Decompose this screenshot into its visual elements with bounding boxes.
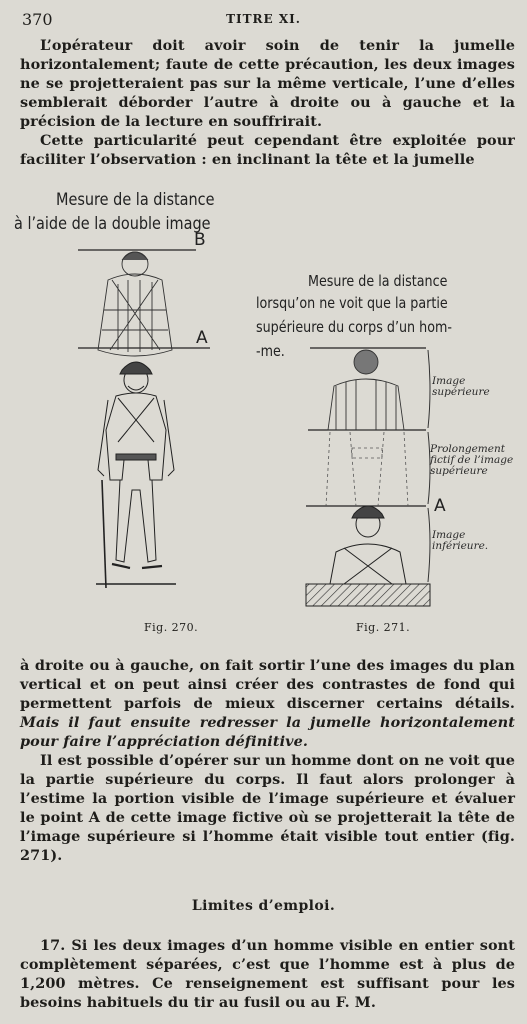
section-title: Limites d’emploi. bbox=[191, 898, 336, 914]
fig271-caption-line2: lorsqu’on ne voit que la partie bbox=[256, 294, 448, 312]
figures-area bbox=[0, 180, 527, 650]
paragraph bbox=[20, 656, 515, 751]
annotation-line: Image bbox=[432, 375, 466, 387]
paragraph: Il est possible d’opérer sur un homme dont on ne voit que la partie supérieure du corps. Il faut alors prolonger à l’estime la portion visible de l’image supérieure et évaluer le point A de cette image fictive où se projetterait la tête de l’image supérieure si l’homme était visible tout entier (fig. 271). bbox=[20, 752, 515, 864]
fig271-drawing bbox=[306, 348, 430, 606]
fig270-label: Fig. 270. bbox=[144, 621, 199, 634]
fig271-caption-line1: Mesure de la distance bbox=[308, 272, 448, 290]
paragraph bbox=[20, 936, 515, 1012]
page-header bbox=[16, 8, 511, 30]
paragraph-text: Si les deux images d’un homme visible en entier sont complètement séparées, c’est que l’homme est à plus de 1,200 mètres. Ce renseignement est suffisant pour les besoins habituels du tir au fusil ou au F. M. bbox=[20, 937, 515, 1011]
paragraph-italic: Mais il faut ensuite redresser la jumelle horizontalement pour faire l’appréciation définitive. bbox=[20, 714, 515, 750]
top-text-block bbox=[20, 36, 515, 169]
annotation-image-superieure bbox=[432, 376, 490, 398]
ground-hatching bbox=[306, 584, 430, 606]
annotation-image-inferieure bbox=[432, 530, 488, 552]
paragraph-number: 17. bbox=[40, 937, 66, 954]
middle-text-block bbox=[20, 656, 515, 865]
annotation-line: supérieure bbox=[430, 465, 488, 477]
fig270-caption-line1: Mesure de la distance bbox=[56, 190, 215, 210]
bottom-text-block bbox=[20, 936, 515, 1012]
fig271-caption-line4: -me. bbox=[256, 342, 285, 360]
fig270-label-A: A bbox=[196, 328, 208, 348]
running-title: TITRE XI. bbox=[226, 12, 301, 26]
upper-image-soldier bbox=[98, 252, 172, 356]
annotation-prolongement bbox=[430, 444, 513, 477]
lower-image-partial bbox=[330, 506, 406, 584]
annotation-line: fictif de l’image bbox=[430, 454, 514, 466]
annotation-line: inférieure. bbox=[432, 540, 489, 552]
fig270-label-B: B bbox=[194, 230, 206, 250]
upper-image-partial bbox=[328, 350, 404, 430]
fictitious-prolongation bbox=[326, 432, 408, 506]
annotation-line: Prolongement bbox=[430, 443, 505, 455]
fig271-caption-line3: supérieure du corps d’un hom- bbox=[256, 318, 452, 336]
annotation-line: Image bbox=[432, 529, 466, 541]
page-number: 370 bbox=[22, 10, 53, 29]
annotation-line: supérieure bbox=[432, 386, 490, 398]
fig270-drawing bbox=[78, 250, 210, 588]
paragraph-text: à droite ou à gauche, on fait sortir l’une des images du plan vertical et on peut ainsi créer des contrastes de fond qui permettent parfois de mieux discerner certains détails. bbox=[20, 657, 515, 712]
lower-image-soldier bbox=[96, 362, 176, 588]
paragraph: Cette particularité peut cependant être exploitée pour faciliter l’observation : en inclinant la tête et la jumelle bbox=[20, 132, 515, 168]
fig270-caption-line2: à l’aide de la double image bbox=[14, 214, 211, 234]
fig271-label: Fig. 271. bbox=[356, 621, 411, 634]
fig271-label-A: A bbox=[434, 496, 446, 516]
paragraph: L’opérateur doit avoir soin de tenir la jumelle horizontalement; faute de cette précaution, les deux images ne se projetteraient pas sur la même verticale, l’une d’elles semblerait déborder l’autre à droite ou à gauche et la précision de la lecture en souffrirait. bbox=[20, 37, 515, 130]
figure-drawings bbox=[0, 180, 527, 650]
